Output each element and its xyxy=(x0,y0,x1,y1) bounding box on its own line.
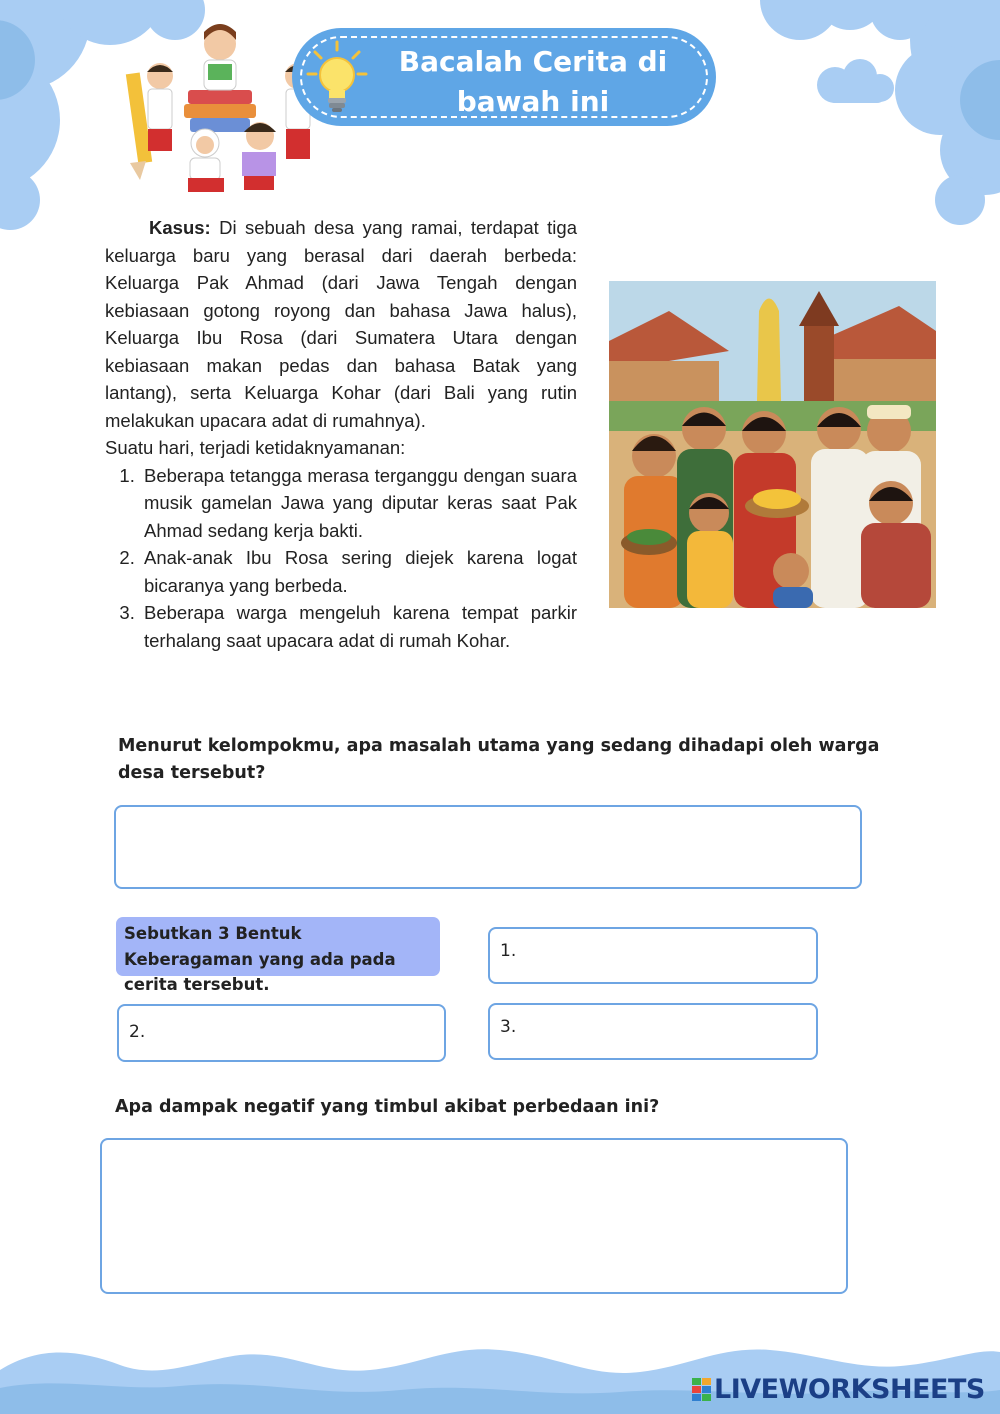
students-illustration xyxy=(120,18,320,198)
answer-label: 2. xyxy=(129,1022,146,1042)
story-list xyxy=(105,462,577,655)
story-intro-text: Di sebuah desa yang ramai, terdapat tiga keluarga baru yang berasal dari daerah berbeda: Keluarga Pak Ahmad (dari Jawa Tengah dengan kebiasaan gotong royong dan bahasa Jawa halus), Keluarga Ibu Rosa (dari Sumatera Utara dengan kebiasaan makan pedas dan bahasa Batak yang lantang), serta Keluarga Kohar (dari Bali yang rutin melakukan upacara adat di rumahnya). xyxy=(105,217,577,431)
answer-box-diversity-1[interactable] xyxy=(488,927,818,984)
story-intro xyxy=(105,214,577,434)
list-item: 1. Beberapa tetangga merasa terganggu dengan suara musik gamelan Jawa yang diputar keras saat Pak Ahmad sedang kerja bakti. xyxy=(140,462,577,545)
page-title xyxy=(360,42,706,122)
title-line-1: Bacalah Cerita di xyxy=(398,45,668,78)
liveworksheets-brand: LIVEWORKSHEETS xyxy=(714,1374,985,1405)
village-illustration xyxy=(609,281,936,608)
diversity-prompt: Sebutkan 3 Bentuk Keberagaman yang ada pada cerita tersebut. xyxy=(116,917,440,976)
story-text xyxy=(105,214,577,654)
title-banner xyxy=(292,28,716,126)
story-lead: Suatu hari, terjadi ketidaknyamanan: xyxy=(105,437,406,458)
lightbulb-icon xyxy=(306,40,368,114)
question-main-problem: Menurut kelompokmu, apa masalah utama yang sedang dihadapi oleh warga desa tersebut? xyxy=(118,736,880,783)
liveworksheets-logo-icon xyxy=(692,1378,712,1402)
answer-box-negative-impact[interactable] xyxy=(100,1138,848,1294)
answer-box-main-problem[interactable] xyxy=(114,805,862,889)
title-line-2: bawah ini xyxy=(456,85,610,118)
case-label: Kasus: xyxy=(149,217,211,238)
answer-label: 3. xyxy=(500,1017,517,1037)
answer-label: 1. xyxy=(500,941,517,961)
liveworksheets-logo xyxy=(692,1374,985,1405)
list-item: 3. Beberapa warga mengeluh karena tempat parkir terhalang saat upacara adat di rumah Kohar. xyxy=(140,599,577,654)
list-item: 2. Anak-anak Ibu Rosa sering diejek karena logat bicaranya yang berbeda. xyxy=(140,544,577,599)
answer-box-diversity-2[interactable] xyxy=(117,1004,446,1062)
answer-box-diversity-3[interactable] xyxy=(488,1003,818,1060)
question-negative-impact: Apa dampak negatif yang timbul akibat perbedaan ini? xyxy=(115,1097,660,1117)
